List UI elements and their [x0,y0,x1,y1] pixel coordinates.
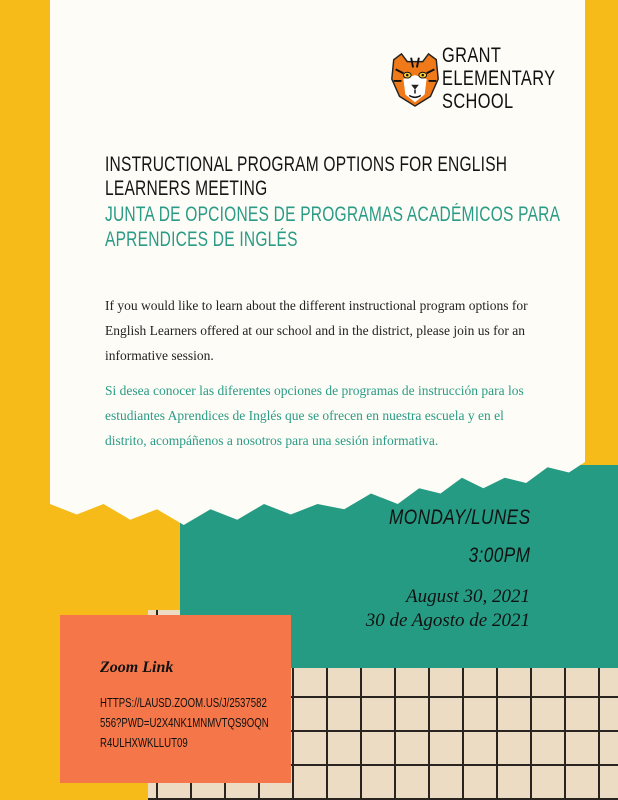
title-spanish-line1: JUNTA DE OPCIONES DE PROGRAMAS ACADÉMICOS PARA [105,203,561,226]
school-logo [386,44,556,120]
zoom-link-url[interactable]: HTTPS://LAUSD.ZOOM.US/J/2537582556?PWD=U2X4NK1MNMVTQS9OQNR4ULHXWKLLUT09 [100,695,269,750]
title-spanish-line2: APRENDICES DE INGLÉS [105,228,298,251]
school-name: GRANT ELEMENTARY SCHOOL [442,44,556,113]
event-date-spanish: 30 de Agosto de 2021 [365,610,530,631]
description-spanish: Si desea conocer las diferentes opciones de programas de instrucción para los estudiantes Aprendices de Inglés que se ofrecen en nuestra escuela y en el distrito, acompáñenos a nosotros para una sesión informativa. [105,383,524,448]
title-english-line2: LEARNERS MEETING [105,177,268,200]
description-english: If you would like to learn about the different instructional program options for English Learners offered at our school and in the district, please join us for an informative session. [105,298,528,363]
zoom-card [60,615,291,783]
tiger-icon [386,50,444,108]
event-time: 3:00PM [468,544,530,567]
title-english-line1: INSTRUCTIONAL PROGRAM OPTIONS FOR ENGLISH [105,153,508,176]
zoom-link-label: Zoom Link [100,659,174,676]
event-date-english: August 30, 2021 [405,586,530,607]
event-day: MONDAY/LUNES [388,506,530,529]
